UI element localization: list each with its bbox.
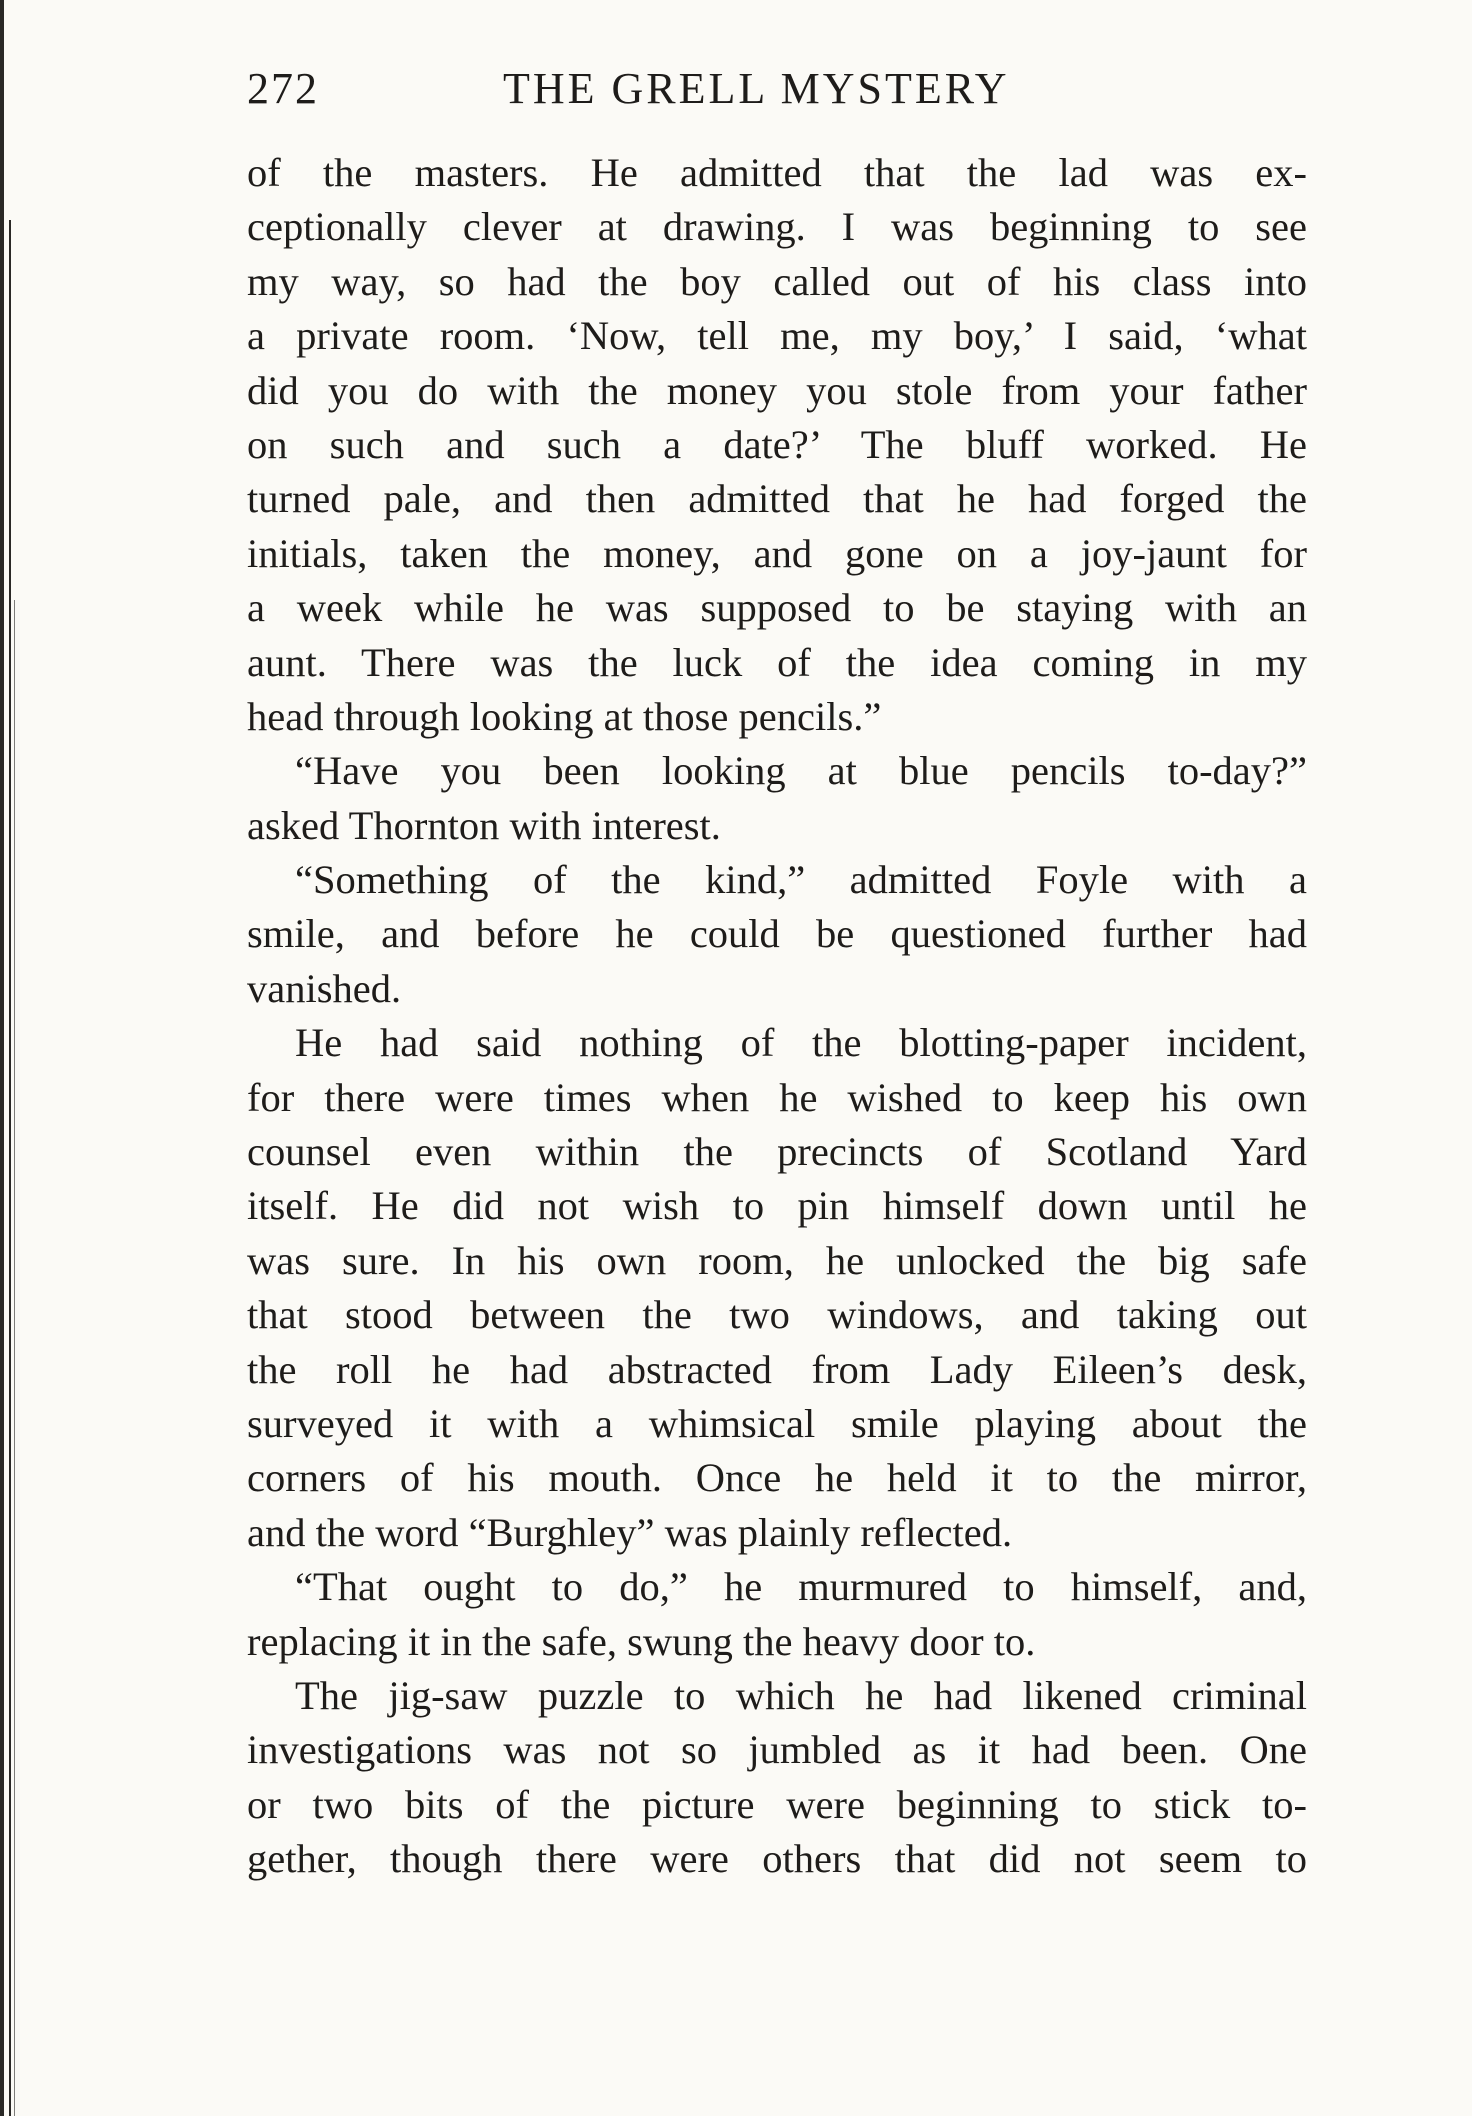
text-line: itself. He did not wish to pin himself down until he [247,1183,1307,1229]
binding-edge-line [14,600,15,2116]
binding-edge-line [9,220,11,2116]
text-line: replacing it in the safe, swung the heavy door to. [247,1618,1036,1664]
page-number: 272 [247,64,319,113]
running-title: THE GRELL MYSTERY [503,64,1010,113]
text-line: a week while he was supposed to be staying with an [247,585,1307,631]
text-line: He had said nothing of the blotting-paper incident, [295,1020,1307,1066]
text-line: was sure. In his own room, he unlocked the big safe [247,1237,1307,1283]
text-line: a private room. ‘Now, tell me, my boy,’ I said, ‘what [247,313,1307,359]
binding-edge-line [0,0,4,2116]
text-line: and the word “Burghley” was plainly reflected. [247,1509,1013,1555]
page-header [247,63,1307,123]
text-line: corners of his mouth. Once he held it to the mirror, [247,1455,1307,1501]
text-line: “Something of the kind,” admitted Foyle with a [295,857,1307,903]
text-line: counsel even within the precincts of Scotland Yard [247,1129,1307,1175]
text-line: ceptionally clever at drawing. I was beginning to see [247,204,1307,250]
text-line: on such and such a date?’ The bluff worked. He [247,421,1307,467]
text-line: initials, taken the money, and gone on a joy-jaunt for [247,530,1307,576]
text-line: or two bits of the picture were beginning to stick to- [247,1781,1307,1827]
text-line: investigations was not so jumbled as it had been. One [247,1727,1307,1773]
body-text [247,146,1307,1887]
text-line: The jig-saw puzzle to which he had likened criminal [295,1672,1307,1718]
text-line: vanished. [247,965,402,1011]
text-line: “That ought to do,” he murmured to himself, and, [295,1564,1307,1610]
text-line: “Have you been looking at blue pencils to-day?” [295,748,1307,794]
text-line: did you do with the money you stole from your father [247,367,1307,413]
text-line: that stood between the two windows, and taking out [247,1292,1307,1338]
text-line: turned pale, and then admitted that he had forged the [247,476,1307,522]
text-line: surveyed it with a whimsical smile playing about the [247,1400,1307,1446]
text-line: head through looking at those pencils.” [247,693,882,739]
text-line: aunt. There was the luck of the idea coming in my [247,639,1307,685]
text-line: my way, so had the boy called out of his class into [247,258,1307,304]
text-line: of the masters. He admitted that the lad was ex- [247,150,1307,195]
text-line: smile, and before he could be questioned further had [247,911,1307,957]
text-line: the roll he had abstracted from Lady Eileen’s desk, [247,1346,1307,1392]
text-line: asked Thornton with interest. [247,802,721,848]
text-line: for there were times when he wished to keep his own [247,1074,1307,1120]
text-line: gether, though there were others that did not seem to [247,1836,1307,1882]
